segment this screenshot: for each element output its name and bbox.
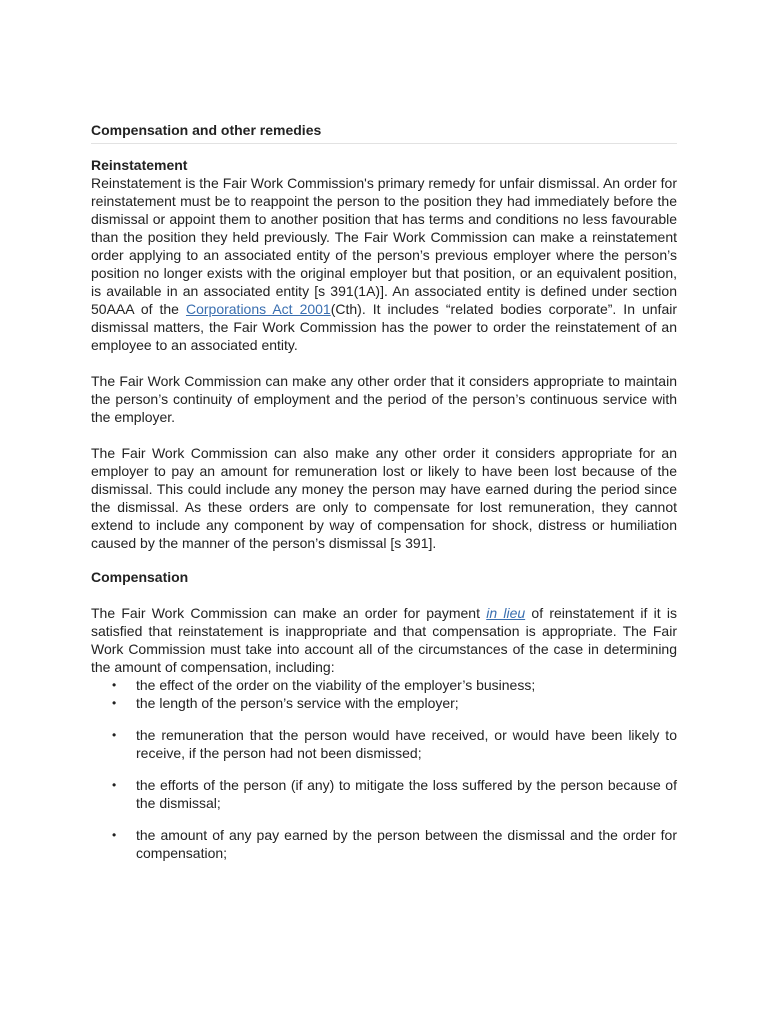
list-item — [112, 776, 677, 812]
reinstatement-paragraph-1 — [91, 174, 677, 354]
compensation-paragraph — [91, 604, 677, 676]
list-item-text: the amount of any pay earned by the person between the dismissal and the order for compensation; — [136, 827, 677, 861]
document-page — [91, 121, 677, 862]
bullet-icon: • — [112, 828, 117, 842]
list-item — [112, 826, 677, 862]
list-item — [112, 726, 677, 762]
bullet-icon: • — [112, 728, 117, 742]
list-item — [112, 694, 677, 712]
corporations-act-link[interactable]: Corporations Act 2001 — [185, 301, 331, 317]
reinstatement-paragraph-2: The Fair Work Commission can make any other order that it considers appropriate to maintain the person’s continuity of employment and the period of the person’s continuous service with the employer. — [91, 373, 677, 425]
compensation-factors-list — [91, 676, 677, 862]
reinstatement-paragraph-1-text-a: Reinstatement is the Fair Work Commission's primary remedy for unfair dismissal. An order for reinstatement must be to reappoint the person to the position they had immediately before the dismissal or appoint them to another position that has terms and conditions no less favourable than the position they held previously. The Fair Work Commission can make a reinstatement order applying to an associated entity of the person’s previous employer where the person’s position no longer exists with the original employer but that position, or an equivalent position, is available in an associated entity [s 391(1A)]. An associated entity is defined under section 50AAA of the — [91, 175, 677, 317]
reinstatement-paragraph-1-text-b: (Cth). It includes “related bodies corporate”. In unfair dismissal matters, the Fair Work Commission has the power to order the reinstatement of an employee to an associated entity. — [91, 301, 678, 353]
bullet-icon: • — [112, 696, 117, 710]
bullet-icon: • — [112, 778, 117, 792]
reinstatement-heading: Reinstatement — [91, 157, 188, 173]
compensation-paragraph-text-a: The Fair Work Commission can make an order for payment — [91, 605, 487, 621]
list-item-text: the remuneration that the person would have received, or would have been likely to receive, if the person had not been dismissed; — [136, 727, 677, 761]
list-item-text: the effect of the order on the viability of the employer’s business; — [136, 677, 536, 693]
bullet-icon: • — [112, 678, 117, 692]
section-title: Compensation and other remedies — [91, 121, 677, 144]
list-item — [112, 676, 677, 694]
in-lieu-link[interactable]: in lieu — [486, 605, 526, 621]
compensation-heading: Compensation — [91, 569, 189, 585]
reinstatement-paragraph-3: The Fair Work Commission can also make any other order it considers appropriate for an employer to pay an amount for remuneration lost or likely to have been lost because of the dismissal. This could include any money the person may have earned during the period since the dismissal. As these orders are only to compensate for lost remuneration, they cannot extend to include any component by way of compensation for shock, distress or humiliation caused by the manner of the person’s dismissal [s 391]. — [91, 445, 677, 551]
compensation-paragraph-text-b: of reinstatement if it is satisfied that reinstatement is inappropriate and that compensation is appropriate. The Fair Work Commission must take into account all of the circumstances of the case in determining the amount of compensation, including: — [91, 605, 677, 675]
list-item-text: the efforts of the person (if any) to mitigate the loss suffered by the person because of the dismissal; — [136, 777, 677, 811]
list-item-text: the length of the person’s service with the employer; — [136, 695, 459, 711]
